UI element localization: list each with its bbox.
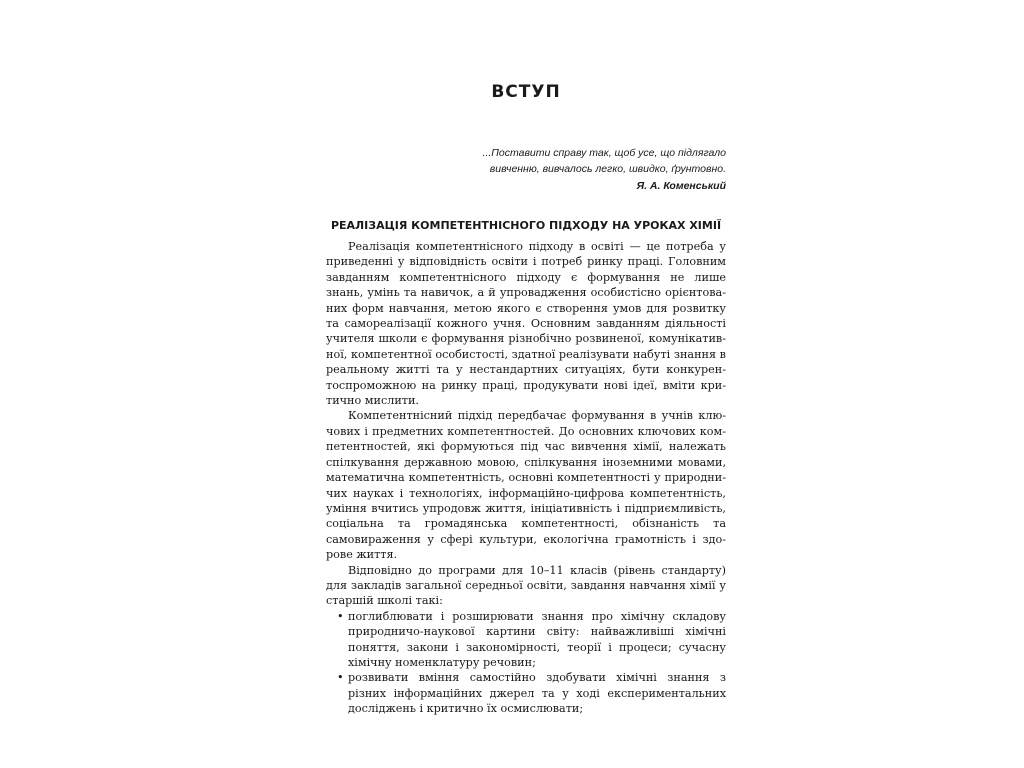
epigraph-author: Я. А. Коменський: [636, 180, 726, 192]
task-list: [326, 609, 726, 717]
bullet-icon: •: [337, 609, 344, 623]
book-page: [326, 0, 726, 768]
list-item-text: розвивати вміння самостійно здобувати хімічні знання з різних інформаційних джерел та у ході експериментальних досліджень і критично їх осмислювати;: [348, 671, 726, 716]
chapter-title: ВСТУП: [491, 82, 561, 102]
list-item: [326, 609, 726, 671]
epigraph-quote: ...Поставити справу так, щоб усе, що підлягало вивченню, вивчалось легко, швидко, ґрунтовно.: [482, 147, 726, 175]
section-heading: РЕАЛІЗАЦІЯ КОМПЕТЕНТНІСНОГО ПІДХОДУ НА УРОКАХ ХІМІЇ: [330, 219, 722, 232]
bullet-icon: •: [337, 671, 344, 685]
paragraph-3: Відповідно до програми для 10–11 класів (рівень стандарту) для закладів загальної середньої освіти, завдання навчання хімії у старшій школі такі:: [326, 563, 726, 608]
paragraph-1: Реалізація компетентнісного підходу в освіті — це потреба у приведенні у відповідність освіти і потреб ринку праці. Головним завданням компетентнісного підходу є формування не лише знань, умінь та навичок, а й упровадження особистісно орієнтованих форм навчання, метою якого є створення умов для розвитку та самореалізації кожного учня. Основним завданням діяльності учителя школи є формування різнобічно розвиненої, комунікативної, компетентної особистості, здатної реалізувати набуті знання в реальному житті та у нестандартних ситуаціях, бути конкурентоспроможною на ринку праці, продукувати нові ідеї, вміти критично мислити.: [326, 240, 726, 408]
epigraph: [466, 146, 726, 195]
body-text: [326, 239, 726, 717]
list-item: [326, 670, 726, 716]
paragraph-2: Компетентнісний підхід передбачає формування в учнів ключових і предметних компетентностей. До основних ключових компетентностей, які формуються під час вивчення хімії, належать спілкування державною мовою, спілкування іноземними мовами, математична компетентність, основні компетентності у природничих науках і технологіях, інформаційно-цифрова компетентність, уміння вчитись упродовж життя, ініціативність і підприємливість, соціальна та громадянська компетентності, обізнаність та самовираження у сфері культури, екологічна грамотність і здорове життя.: [326, 409, 726, 562]
list-item-text: поглиблювати і розширювати знання про хімічну складову природничо-наукової картини світу: найважливіші хімічні поняття, закони і закономірності, теорії і процеси; сучасну хімічну номенклатуру речовин;: [348, 609, 726, 669]
